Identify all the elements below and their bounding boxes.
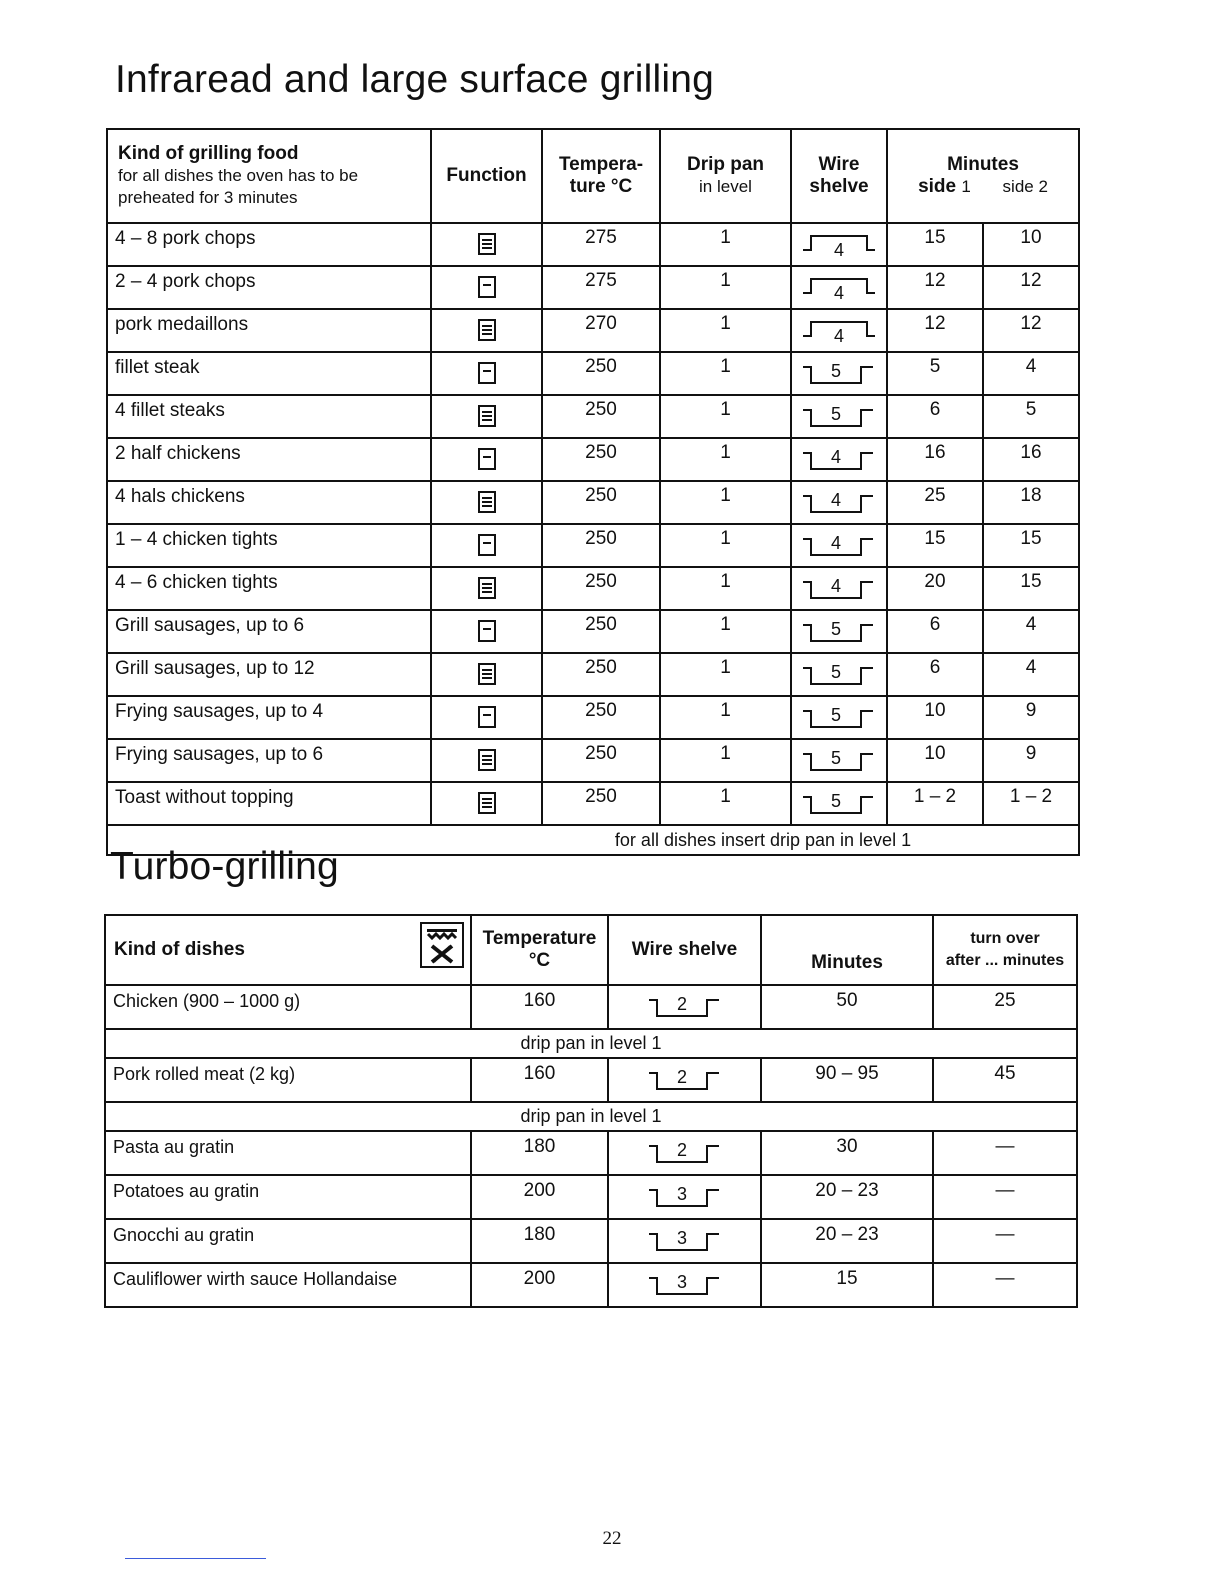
minutes-value: 15	[761, 1263, 933, 1307]
temperature-value: 180	[471, 1219, 608, 1263]
minutes-side1: 6	[887, 610, 983, 653]
wire-shelf-level: 3	[676, 1228, 687, 1248]
dish-name: Pasta au gratin	[105, 1131, 471, 1175]
function-cell	[431, 524, 542, 567]
table-row	[107, 653, 1079, 696]
function-cell	[431, 352, 542, 395]
wire-shelf-level: 5	[830, 790, 842, 811]
large-grill-icon	[478, 319, 496, 341]
minutes-side2: 16	[983, 438, 1079, 481]
temperature-value: 270	[542, 309, 660, 352]
wire-shelf-cell	[791, 567, 887, 610]
table-row	[105, 1263, 1077, 1307]
drip-pan-level: 1	[660, 696, 791, 739]
wire-shelf-level: 5	[830, 618, 842, 639]
table-row	[107, 438, 1079, 481]
header-turbo-minutes	[761, 915, 933, 985]
table-row	[107, 352, 1079, 395]
wire-shelf-level: 2	[676, 1067, 687, 1087]
wire-shelf-icon	[799, 273, 879, 303]
dish-name: Chicken (900 – 1000 g)	[105, 985, 471, 1029]
note-row	[105, 1029, 1077, 1058]
header-turbo-temperature	[471, 915, 608, 985]
food-name: 4 fillet steaks	[107, 395, 431, 438]
header-side2: side 2	[1002, 177, 1048, 196]
temperature-value: 250	[542, 782, 660, 825]
header-turn-over-label: turn over	[970, 930, 1040, 947]
turn-over-value: —	[933, 1263, 1077, 1307]
large-grill-icon	[478, 491, 496, 513]
temperature-value: 250	[542, 653, 660, 696]
drip-pan-level: 1	[660, 352, 791, 395]
drip-pan-level: 1	[660, 481, 791, 524]
food-name: Grill sausages, up to 12	[107, 653, 431, 696]
header-turbo-temperature-label: Temperature	[482, 928, 597, 949]
minutes-side2: 4	[983, 352, 1079, 395]
wire-shelf-cell	[791, 739, 887, 782]
minutes-side1: 12	[887, 266, 983, 309]
wire-shelf-icon	[799, 660, 879, 690]
function-cell	[431, 567, 542, 610]
header-kind-bold: Kind of grilling food	[118, 143, 299, 164]
header-kind	[107, 129, 431, 223]
header-minutes-label: Minutes	[947, 154, 1019, 175]
wire-shelf-icon	[643, 1182, 727, 1212]
temperature-value: 160	[471, 1058, 608, 1102]
food-name: Toast without topping	[107, 782, 431, 825]
grilling-title: Infraread and large surface grilling	[115, 58, 715, 101]
minutes-side1: 6	[887, 653, 983, 696]
header-drip-pan-sub: in level	[699, 177, 752, 196]
minutes-side2: 12	[983, 266, 1079, 309]
wire-shelf-cell	[608, 1263, 761, 1307]
minutes-side1: 15	[887, 223, 983, 266]
food-name: 4 hals chickens	[107, 481, 431, 524]
temperature-value: 250	[542, 696, 660, 739]
wire-shelf-icon	[799, 531, 879, 561]
minutes-value: 20 – 23	[761, 1219, 933, 1263]
wire-shelf-icon	[799, 703, 879, 733]
turbo-table	[104, 914, 1078, 1308]
food-name: 1 – 4 chicken tights	[107, 524, 431, 567]
minutes-side2: 15	[983, 567, 1079, 610]
temperature-value: 250	[542, 395, 660, 438]
table-row	[105, 985, 1077, 1029]
wire-shelf-level: 4	[833, 239, 845, 260]
table-row	[107, 524, 1079, 567]
table-row	[107, 610, 1079, 653]
turn-over-value: —	[933, 1175, 1077, 1219]
wire-shelf-cell	[608, 1219, 761, 1263]
minutes-side1: 10	[887, 739, 983, 782]
food-name: 4 – 8 pork chops	[107, 223, 431, 266]
wire-shelf-icon	[799, 445, 879, 475]
function-cell	[431, 782, 542, 825]
minutes-side1: 12	[887, 309, 983, 352]
drip-pan-level: 1	[660, 567, 791, 610]
drip-pan-level: 1	[660, 739, 791, 782]
function-cell	[431, 653, 542, 696]
table-row	[107, 739, 1079, 782]
header-wire-shelve-label: Wire shelve	[809, 154, 869, 197]
minutes-side2: 1 – 2	[983, 782, 1079, 825]
large-grill-icon	[478, 405, 496, 427]
wire-shelf-icon	[799, 574, 879, 604]
minutes-side2: 10	[983, 223, 1079, 266]
drip-pan-note: drip pan in level 1	[105, 1029, 1077, 1058]
minutes-side1: 20	[887, 567, 983, 610]
header-temperature	[542, 129, 660, 223]
minutes-side1: 5	[887, 352, 983, 395]
note-row	[105, 1102, 1077, 1131]
header-kind-of-dishes	[105, 915, 471, 985]
large-grill-icon	[478, 749, 496, 771]
header-kind-sub: for all dishes the oven has to be preheated for 3 minutes	[118, 166, 359, 207]
header-side1: side	[918, 176, 957, 197]
grilling-table	[106, 128, 1080, 856]
table-row	[107, 782, 1079, 825]
drip-pan-level: 1	[660, 610, 791, 653]
header-kind-of-dishes-label: Kind of dishes	[114, 939, 245, 960]
turn-over-value: 25	[933, 985, 1077, 1029]
wire-shelf-cell	[791, 653, 887, 696]
temperature-value: 160	[471, 985, 608, 1029]
wire-shelf-icon	[799, 316, 879, 346]
function-cell	[431, 438, 542, 481]
drip-pan-level: 1	[660, 438, 791, 481]
wire-shelf-cell	[791, 782, 887, 825]
small-grill-icon	[478, 448, 496, 470]
food-name: 2 half chickens	[107, 438, 431, 481]
table-row	[105, 1131, 1077, 1175]
food-name: Frying sausages, up to 4	[107, 696, 431, 739]
drip-pan-level: 1	[660, 266, 791, 309]
header-side1-num: 1	[961, 177, 971, 196]
function-cell	[431, 223, 542, 266]
temperature-value: 250	[542, 610, 660, 653]
minutes-side2: 4	[983, 610, 1079, 653]
wire-shelf-level: 5	[830, 403, 842, 424]
large-grill-icon	[478, 663, 496, 685]
wire-shelf-level: 5	[830, 661, 842, 682]
small-grill-icon	[478, 276, 496, 298]
header-turbo-minutes-label: Minutes	[811, 952, 883, 973]
wire-shelf-level: 3	[676, 1272, 687, 1292]
wire-shelf-cell	[791, 610, 887, 653]
minutes-side2: 9	[983, 696, 1079, 739]
footer-divider	[125, 1558, 266, 1559]
minutes-side2: 9	[983, 739, 1079, 782]
wire-shelf-cell	[608, 1175, 761, 1219]
wire-shelf-icon	[799, 617, 879, 647]
header-wire-shelve	[791, 129, 887, 223]
table-row	[105, 1058, 1077, 1102]
table-row	[105, 1175, 1077, 1219]
wire-shelf-cell	[791, 524, 887, 567]
temperature-value: 275	[542, 266, 660, 309]
wire-shelf-cell	[608, 1058, 761, 1102]
minutes-side2: 4	[983, 653, 1079, 696]
minutes-side1: 6	[887, 395, 983, 438]
temperature-value: 250	[542, 481, 660, 524]
small-grill-icon	[478, 620, 496, 642]
wire-shelf-icon	[799, 230, 879, 260]
temperature-value: 180	[471, 1131, 608, 1175]
wire-shelf-icon	[643, 1065, 727, 1095]
minutes-side2: 5	[983, 395, 1079, 438]
table-row	[105, 1219, 1077, 1263]
page-number: 22	[602, 1528, 622, 1549]
temperature-value: 200	[471, 1175, 608, 1219]
header-drip-pan-label: Drip pan	[686, 154, 765, 175]
drip-pan-level: 1	[660, 524, 791, 567]
turbo-grill-icon	[420, 922, 464, 968]
small-grill-icon	[478, 706, 496, 728]
food-name: fillet steak	[107, 352, 431, 395]
header-turn-over-sub: after ... minutes	[945, 952, 1065, 969]
temperature-value: 250	[542, 567, 660, 610]
minutes-side1: 16	[887, 438, 983, 481]
drip-pan-level: 1	[660, 653, 791, 696]
wire-shelf-cell	[791, 438, 887, 481]
temperature-value: 275	[542, 223, 660, 266]
wire-shelf-cell	[791, 266, 887, 309]
minutes-side2: 18	[983, 481, 1079, 524]
minutes-value: 90 – 95	[761, 1058, 933, 1102]
turn-over-value: —	[933, 1219, 1077, 1263]
function-cell	[431, 266, 542, 309]
minutes-value: 30	[761, 1131, 933, 1175]
turn-over-value: —	[933, 1131, 1077, 1175]
wire-shelf-level: 4	[830, 446, 842, 467]
header-turn-over	[933, 915, 1077, 985]
wire-shelf-cell	[791, 696, 887, 739]
drip-pan-note: drip pan in level 1	[105, 1102, 1077, 1131]
wire-shelf-level: 2	[676, 1140, 687, 1160]
wire-shelf-level: 5	[830, 704, 842, 725]
wire-shelf-icon	[799, 746, 879, 776]
drip-pan-level: 1	[660, 223, 791, 266]
wire-shelf-cell	[791, 395, 887, 438]
header-function: Function	[431, 129, 542, 223]
minutes-value: 50	[761, 985, 933, 1029]
table-row	[107, 567, 1079, 610]
minutes-side2: 12	[983, 309, 1079, 352]
turbo-title: Turbo-grilling	[110, 845, 339, 888]
table-row	[107, 395, 1079, 438]
wire-shelf-level: 4	[833, 282, 845, 303]
wire-shelf-icon	[643, 992, 727, 1022]
wire-shelf-level: 4	[830, 532, 842, 553]
minutes-side1: 15	[887, 524, 983, 567]
wire-shelf-level: 4	[830, 489, 842, 510]
wire-shelf-cell	[791, 481, 887, 524]
wire-shelf-icon	[799, 402, 879, 432]
wire-shelf-icon	[643, 1226, 727, 1256]
minutes-side1: 25	[887, 481, 983, 524]
large-grill-icon	[478, 792, 496, 814]
small-grill-icon	[478, 534, 496, 556]
dish-name: Gnocchi au gratin	[105, 1219, 471, 1263]
large-grill-icon	[478, 233, 496, 255]
wire-shelf-level: 4	[830, 575, 842, 596]
food-name: pork medaillons	[107, 309, 431, 352]
wire-shelf-level: 5	[830, 747, 842, 768]
drip-pan-level: 1	[660, 395, 791, 438]
large-grill-icon	[478, 577, 496, 599]
food-name: 4 – 6 chicken tights	[107, 567, 431, 610]
wire-shelf-cell	[608, 985, 761, 1029]
wire-shelf-icon	[643, 1138, 727, 1168]
table-row	[107, 696, 1079, 739]
turn-over-value: 45	[933, 1058, 1077, 1102]
small-grill-icon	[478, 362, 496, 384]
wire-shelf-cell	[791, 309, 887, 352]
temperature-value: 250	[542, 438, 660, 481]
grilling-footer-note: for all dishes insert drip pan in level 1	[107, 825, 1079, 855]
wire-shelf-icon	[643, 1270, 727, 1300]
wire-shelf-icon	[799, 359, 879, 389]
dish-name: Potatoes au gratin	[105, 1175, 471, 1219]
minutes-side1: 1 – 2	[887, 782, 983, 825]
drip-pan-level: 1	[660, 782, 791, 825]
table-row	[107, 481, 1079, 524]
function-cell	[431, 309, 542, 352]
header-minutes	[887, 129, 1079, 223]
drip-pan-level: 1	[660, 309, 791, 352]
temperature-value: 250	[542, 352, 660, 395]
table-row	[107, 266, 1079, 309]
function-cell	[431, 739, 542, 782]
minutes-side2: 15	[983, 524, 1079, 567]
wire-shelf-level: 4	[833, 325, 845, 346]
wire-shelf-icon	[799, 488, 879, 518]
function-cell	[431, 395, 542, 438]
header-turbo-temperature-unit: °C	[528, 950, 551, 971]
food-name: Frying sausages, up to 6	[107, 739, 431, 782]
function-cell	[431, 481, 542, 524]
wire-shelf-cell	[608, 1131, 761, 1175]
minutes-value: 20 – 23	[761, 1175, 933, 1219]
food-name: 2 – 4 pork chops	[107, 266, 431, 309]
function-cell	[431, 696, 542, 739]
wire-shelf-level: 2	[676, 994, 687, 1014]
temperature-value: 200	[471, 1263, 608, 1307]
wire-shelf-cell	[791, 352, 887, 395]
dish-name: Pork rolled meat (2 kg)	[105, 1058, 471, 1102]
food-name: Grill sausages, up to 6	[107, 610, 431, 653]
header-drip-pan	[660, 129, 791, 223]
temperature-value: 250	[542, 739, 660, 782]
wire-shelf-level: 3	[676, 1184, 687, 1204]
header-turbo-wire-shelve: Wire shelve	[608, 915, 761, 985]
wire-shelf-icon	[799, 789, 879, 819]
minutes-side1: 10	[887, 696, 983, 739]
table-row	[107, 223, 1079, 266]
wire-shelf-level: 5	[830, 360, 842, 381]
wire-shelf-cell	[791, 223, 887, 266]
dish-name: Cauliflower wirth sauce Hollandaise	[105, 1263, 471, 1307]
function-cell	[431, 610, 542, 653]
header-temperature-label: Tempera-ture °C	[558, 154, 644, 197]
table-row	[107, 309, 1079, 352]
temperature-value: 250	[542, 524, 660, 567]
